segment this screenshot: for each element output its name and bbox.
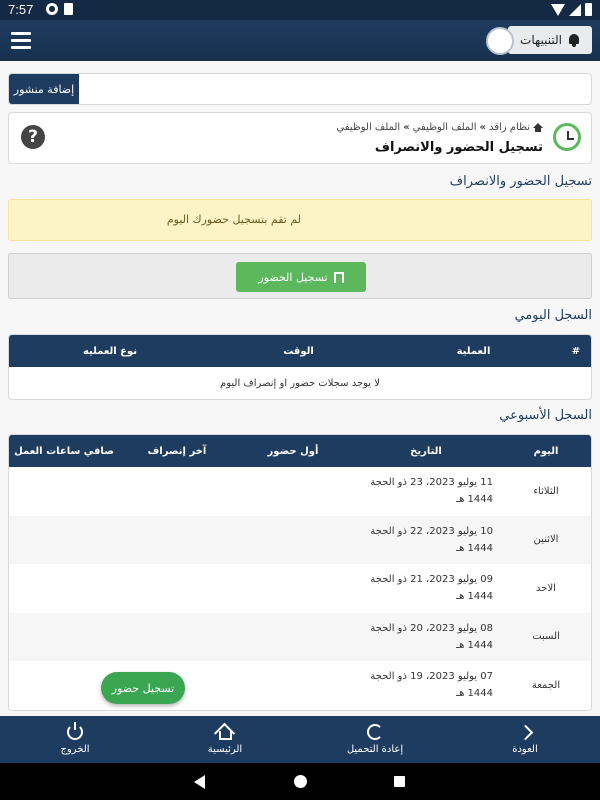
back-button[interactable]: [450, 716, 600, 763]
first-checkin-cell: [235, 661, 351, 710]
logout-label: الخروج: [60, 744, 90, 755]
table-row: [9, 564, 591, 613]
last-checkout-cell: [119, 564, 235, 613]
system-home-icon[interactable]: [294, 775, 307, 788]
weekly-log-title: السجل الأسبوعي: [499, 408, 592, 423]
daily-log-title: السجل اليومي: [514, 308, 592, 323]
avatar[interactable]: [486, 27, 514, 55]
last-checkout-cell: [119, 516, 235, 565]
checkin-button-label: تسجيل الحضور: [258, 270, 328, 284]
breadcrumb-separator: »: [403, 122, 410, 133]
system-nav-bar: [0, 763, 600, 800]
day-cell: الاثنين: [501, 516, 591, 565]
home-icon: [533, 123, 543, 132]
reload-button[interactable]: [300, 716, 450, 763]
column-header: نوع العمليه: [9, 335, 211, 367]
table-row: [9, 613, 591, 662]
net-hours-cell: [9, 564, 119, 613]
daily-log-table: [8, 334, 592, 400]
last-checkout-cell: [119, 467, 235, 516]
breadcrumb-item: الملف الوظيفي: [336, 122, 401, 133]
status-bar: [0, 0, 600, 20]
post-bar: [8, 73, 592, 105]
net-hours-cell: [9, 613, 119, 662]
system-back-icon[interactable]: [194, 775, 205, 789]
date-cell: 09 يوليو 2023، 21 ذو الحجة 1444 هـ: [351, 564, 501, 613]
date-cell: 10 يوليو 2023، 22 ذو الحجة 1444 هـ: [351, 516, 501, 565]
door-icon: [334, 272, 344, 283]
chevron-right-icon: [517, 724, 533, 740]
weekly-log-table: [8, 434, 592, 711]
net-hours-cell: [9, 516, 119, 565]
home-button[interactable]: [150, 716, 300, 763]
breadcrumb-item[interactable]: نظام راقد: [488, 122, 530, 133]
date-cell: 07 يوليو 2023، 19 ذو الحجة 1444 هـ: [351, 661, 501, 710]
hamburger-menu-icon[interactable]: [11, 32, 31, 49]
column-header: العملية: [386, 335, 561, 367]
battery-icon: [585, 3, 592, 16]
checkin-panel: [8, 253, 592, 299]
notification-app-icon: ●: [46, 3, 58, 15]
column-header: #: [561, 335, 591, 367]
column-header: آخر إنصراف: [119, 435, 235, 467]
date-cell: 11 يوليو 2023، 23 ذو الحجة 1444 هـ: [351, 467, 501, 516]
main-content: [0, 61, 600, 716]
column-header: التاريخ: [351, 435, 501, 467]
power-icon: [67, 724, 83, 740]
first-checkin-cell: [235, 564, 351, 613]
section-title: تسجيل الحضور والانصراف: [449, 174, 592, 189]
column-header: صافي ساعات العمل: [9, 435, 119, 467]
attendance-alert: لم تقم بتسجيل حضورك اليوم: [8, 199, 592, 241]
reload-label: إعادة التحميل: [346, 744, 404, 755]
date-cell: 08 يوليو 2023، 20 ذو الحجة 1444 هـ: [351, 613, 501, 662]
breadcrumb-item[interactable]: الملف الوظيفي: [412, 122, 477, 133]
first-checkin-cell: [235, 613, 351, 662]
first-checkin-cell: [235, 467, 351, 516]
day-cell: الاحد: [501, 564, 591, 613]
column-header: الوقت: [211, 335, 386, 367]
reload-icon: [367, 724, 383, 740]
empty-message: لا يوجد سجلات حضور او إنصراف اليوم: [220, 377, 380, 389]
table-row: [9, 467, 591, 516]
logout-button[interactable]: [0, 716, 150, 763]
table-row: [9, 516, 591, 565]
notifications-label: التنبيهات: [520, 33, 562, 47]
checkin-button[interactable]: [236, 262, 366, 292]
bell-icon: [568, 34, 580, 47]
back-label: العودة: [512, 744, 538, 755]
bottom-nav: [0, 716, 600, 763]
signal-icon: [569, 4, 581, 16]
breadcrumb: [336, 122, 543, 133]
home-label: الرئيسية: [207, 743, 243, 755]
status-time: 7:57: [8, 2, 34, 17]
page-header-card: [8, 112, 592, 164]
help-icon[interactable]: ?: [21, 125, 45, 149]
floating-checkin-button[interactable]: تسجيل حضور: [101, 672, 185, 704]
add-post-button[interactable]: إضافة منشور: [9, 74, 79, 104]
table-row: [9, 661, 591, 710]
column-header: اليوم: [501, 435, 591, 467]
first-checkin-cell: [235, 516, 351, 565]
system-recents-icon[interactable]: [394, 776, 405, 787]
day-cell: السبت: [501, 613, 591, 662]
day-cell: الثلاثاء: [501, 467, 591, 516]
home-icon: [219, 731, 232, 740]
net-hours-cell: [9, 467, 119, 516]
day-cell: الجمعة: [501, 661, 591, 710]
clock-icon: [553, 123, 581, 151]
page-title: تسجيل الحضور والانصراف: [374, 140, 543, 155]
notifications-button[interactable]: [508, 26, 592, 54]
column-header: أول حضور: [235, 435, 351, 467]
wifi-icon: [551, 4, 565, 16]
sim-card-icon: [64, 3, 73, 15]
breadcrumb-separator: »: [479, 122, 486, 133]
last-checkout-cell: [119, 613, 235, 662]
